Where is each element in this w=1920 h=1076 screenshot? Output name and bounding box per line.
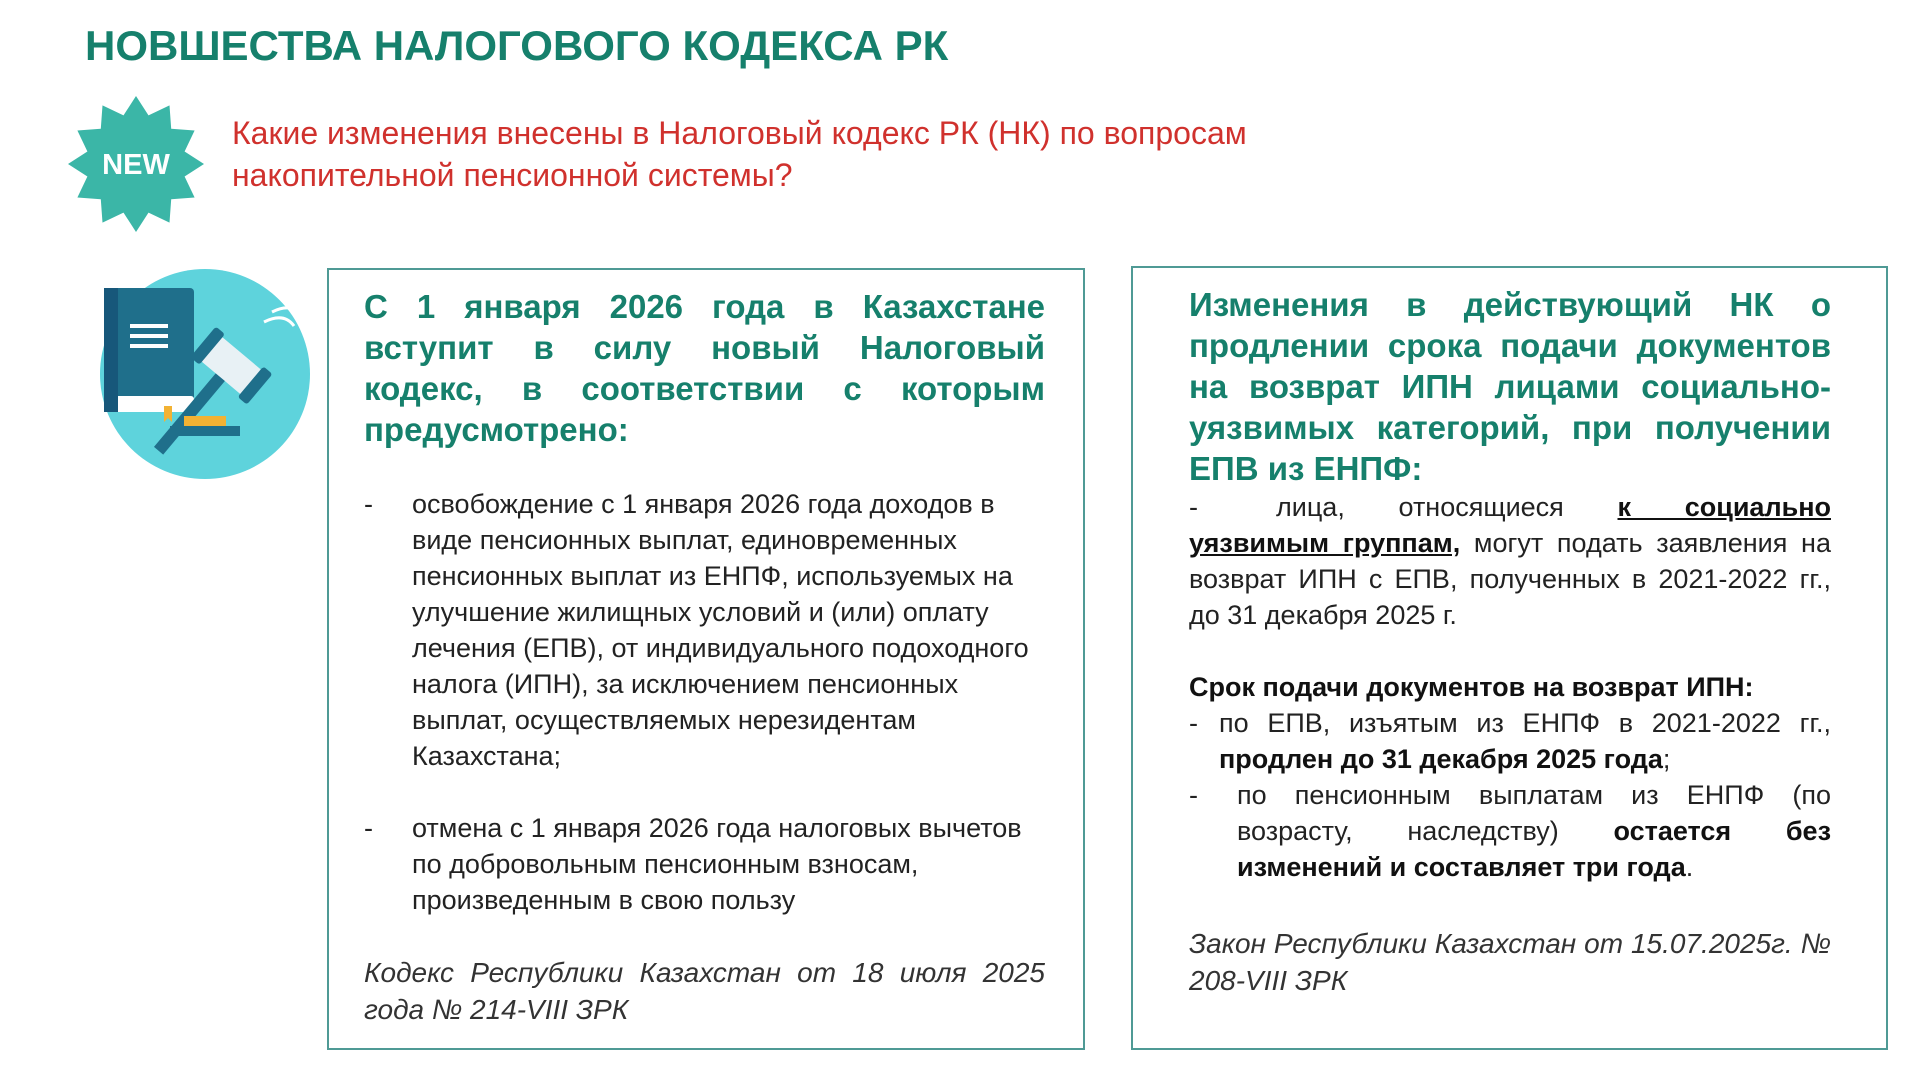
list-item — [1189, 705, 1831, 777]
right-panel-heading: Изменения в действующий НК о продлении срока подачи документов на возврат ИПН лицами социально-уязвимых категорий, при получении ЕПВ из ЕНПФ: — [1189, 286, 1831, 487]
right-panel-citation: Закон Республики Казахстан от 15.07.2025г. № 208-VIII ЗРК — [1189, 928, 1831, 996]
unchanged-deadline-emphasis: остается без изменений и составляет три года — [1237, 816, 1831, 882]
list-item-text: лица, относящиеся — [1276, 492, 1618, 522]
list-item — [364, 810, 1045, 918]
new-badge-icon — [68, 96, 204, 232]
vulnerable-groups-emphasis: к социально уязвимым группам, — [1189, 492, 1831, 558]
list-item-text-rest: ; — [1662, 744, 1671, 774]
left-panel-list — [364, 486, 1045, 918]
list-dash: - — [1189, 780, 1198, 810]
list-item — [1189, 777, 1831, 885]
question-line-2: накопительной пенсионной системы? — [232, 157, 793, 193]
list-item-text-rest: . — [1685, 852, 1694, 882]
extended-deadline-emphasis: продлен до 31 декабря 2025 года — [1219, 744, 1663, 774]
deadline-list — [1189, 705, 1831, 885]
badge-label: NEW — [102, 149, 170, 181]
left-panel-heading: С 1 января 2026 года в Казахстане вступит в силу новый Налоговый кодекс, в соответствии с которым предусмотрено: — [364, 288, 1045, 448]
list-dash: - — [364, 489, 373, 519]
page-title: НОВШЕСТВА НАЛОГОВОГО КОДЕКСА РК — [85, 22, 949, 69]
list-item — [1189, 489, 1831, 633]
list-item — [364, 486, 1045, 774]
law-book-gavel-icon — [88, 268, 318, 488]
left-panel-citation: Кодекс Республики Казахстан от 18 июля 2025 года № 214-VIII ЗРК — [364, 957, 1045, 1025]
right-panel-list — [1189, 489, 1831, 633]
list-item-text: отмена с 1 января 2026 года налоговых вычетов по добровольным пенсионным взносам, произведенным в свою пользу — [412, 813, 1022, 915]
question-text — [232, 112, 1412, 196]
current-tax-code-panel — [1131, 266, 1888, 1050]
new-tax-code-panel — [327, 268, 1085, 1050]
deadline-title: Срок подачи документов на возврат ИПН: — [1189, 672, 1754, 702]
list-item-text: по ЕПВ, изъятым из ЕНПФ в 2021-2022 гг., — [1219, 708, 1831, 738]
list-item-text-rest: могут подать заявления на возврат ИПН с ЕПВ, полученных в 2021-2022 гг., до 31 декабря 2025 г. — [1189, 528, 1831, 630]
list-item-text: освобождение с 1 января 2026 года доходов в виде пенсионных выплат, единовременных пенсионных выплат из ЕНПФ, используемых на улучшение жилищных условий и (или) оплату лечения (ЕПВ), от индивидуального подоходного налога (ИПН), за исключением пенсионных выплат, осуществляемых нерезидентам Казахстана; — [412, 489, 1029, 771]
list-dash: - — [364, 813, 373, 843]
question-line-1: Какие изменения внесены в Налоговый кодекс РК (НК) по вопросам — [232, 115, 1247, 151]
list-dash: - — [1189, 708, 1198, 738]
list-dash: - — [1189, 492, 1198, 522]
list-item-text: по пенсионным выплатам из ЕНПФ (по возрасту, наследству) — [1237, 780, 1831, 846]
